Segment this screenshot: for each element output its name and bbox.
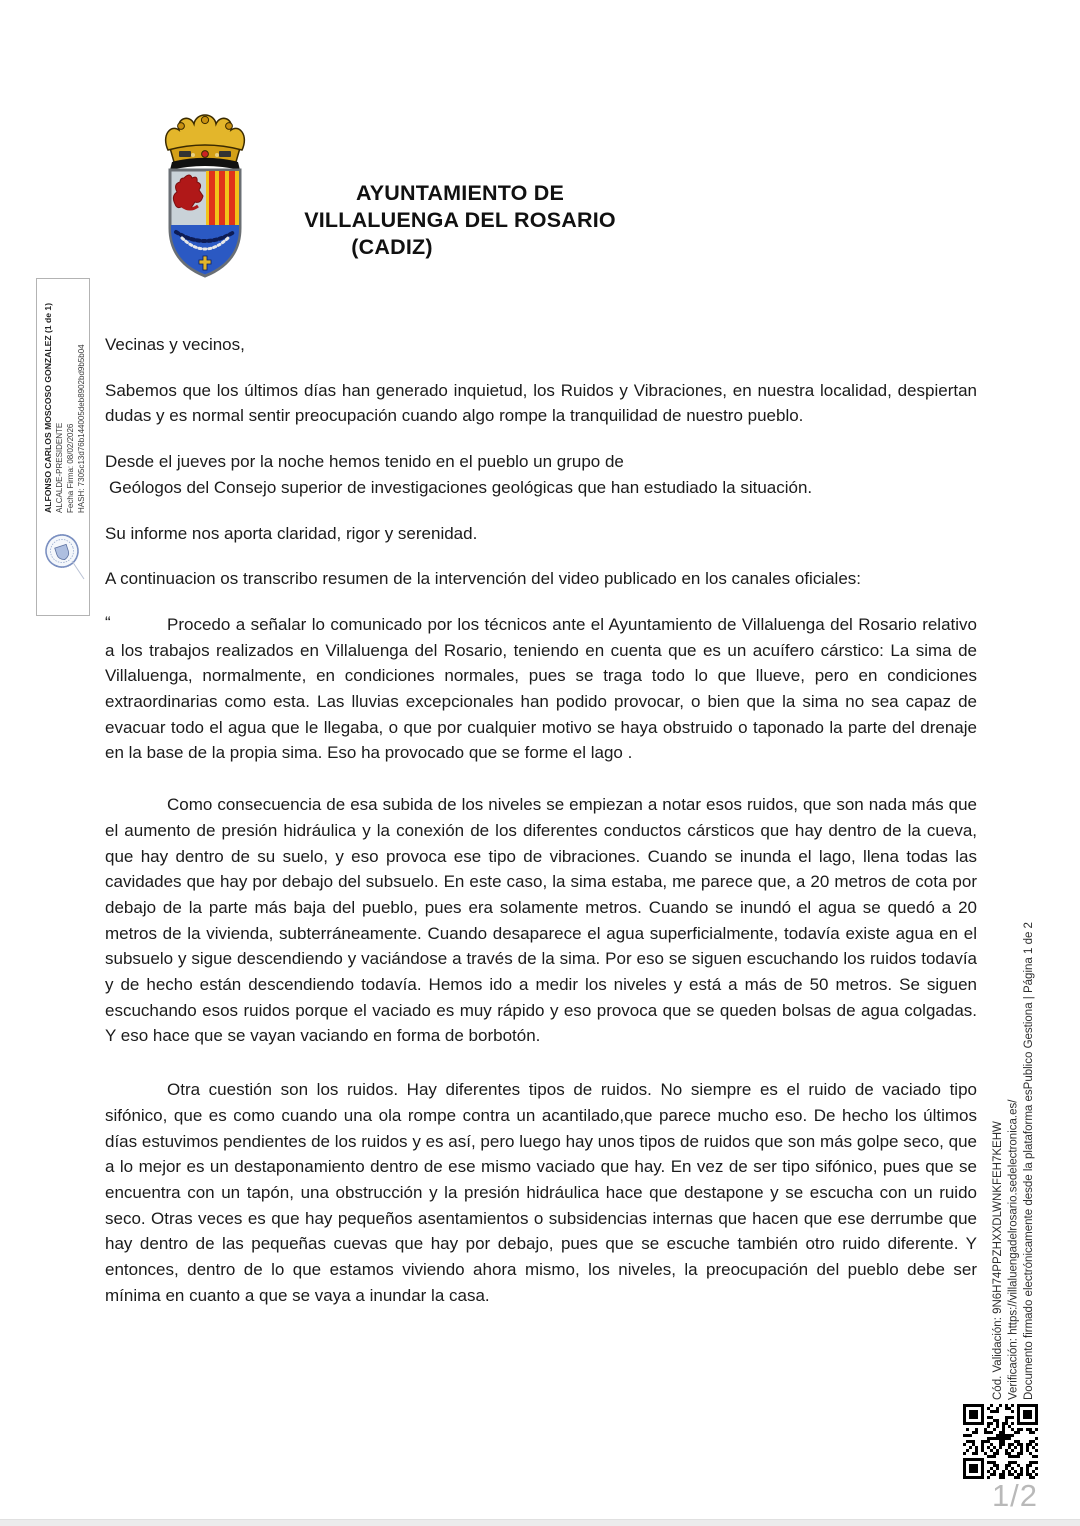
signature-date: Fecha Firma: 08/02/2026 xyxy=(66,423,75,513)
paragraph-informe: Su informe nos aporta claridad, rigor y serenidad. xyxy=(105,523,478,543)
paragraph-otra: Otra cuestión son los ruidos. Hay diferentes tipos de ruidos. No siempre es el ruido de vaciado tipo sifónico, que es como cuando una ola rompe contra un acantilado,que parece mucho eso. De hecho los últimos días estuvimos pendientes de los ruidos y es así, pero luego hay unos tipos de ruidos que son más golpe seco, que a lo mejor es un destaponamiento dentro de ese mismo vaciado que hay. En vez de ser tipo sifónico, pues que se encuentra con un tapón, una obstrucción y la presión hidráulica hace que destapone y se escucha con un ruido seco. Otras veces es que hay pequeños asentamientos o subsidencias internas que hacen que ese derrumbe que hay dentro de las pequeñas cuevas que hay por debajo, pues que se escuche también otro ruido diferente. Y entonces, dentro de lo que estamos viviendo ahora mismo, los niveles, la preocupación del pueblo debe ser mínima en cuanto a que se vaya a inundar la casa. xyxy=(105,1080,977,1305)
validation-code: Cód. Validación: 9N6H74PPZHXXDLWNKFEH7KEHW xyxy=(992,1121,1004,1400)
municipal-seal-icon xyxy=(42,531,86,581)
signature-strip xyxy=(36,278,90,616)
paragraph-desde-line1: Desde el jueves por la noche hemos tenido en el pueblo un grupo de xyxy=(105,452,624,472)
validation-side-note xyxy=(991,893,1039,1400)
signature-text xyxy=(42,285,86,513)
letter-body xyxy=(105,332,977,1329)
paragraph-sabemos: Sabemos que los últimos días han generado inquietud, los Ruidos y Vibraciones, en nuestra localidad, despiertan dudas y es normal sentir preocupación cuando algo rompe la tranquilidad de nuestro pueblo. xyxy=(105,380,977,426)
salutation: Vecinas y vecinos, xyxy=(105,335,245,354)
verification-url: Verificación: https://villaluengadelrosario.sedelectronica.es/ xyxy=(1007,1099,1020,1400)
paragraph-procedo-text: Procedo a señalar lo comunicado por los técnicos ante el Ayuntamiento de Villaluenga del Rosario relativo a los trabajos realizados en Villaluenga del Rosario, teniendo en cuenta que es un acuífero cárstico: La sima de Villaluenga, normalmente, en condiciones normales, pues se traga todo lo que llueve, pero en condiciones extraordinarias como esta. Las lluvias excepcionales han podido provocar, o bien que la sima no sea capaz de evacuar todo el agua que le llegaba, o que por cualquier motivo se haya obstruido o taponado la parte del drenaje en la base de la propia sima. Eso ha provocado que se forme el lago . xyxy=(105,614,977,763)
title-line-1: AYUNTAMIENTO DE xyxy=(355,181,565,205)
paragraph-desde-line2: Geólogos del Consejo superior de investigaciones geológicas que han estudiado la situación. xyxy=(109,477,813,497)
page-indicator: 1/2 xyxy=(991,1478,1039,1513)
page-edge-divider xyxy=(0,1519,1080,1526)
opening-quote: “ xyxy=(105,612,111,632)
esigned-statement: Documento firmado electrónicamente desde la plataforma esPublico Gestiona | Página 1 de 2 xyxy=(1023,922,1035,1400)
paragraph-continuacion: A continuacion os transcribo resumen de la intervención del video publicado en los canales oficiales: xyxy=(105,569,862,589)
title-line-3: (CADIZ) xyxy=(351,235,433,259)
coat-of-arms xyxy=(146,110,264,292)
paragraph-desde xyxy=(105,449,977,500)
signature-hash: HASH: 7305c13d76b144005deb8902bd9b5b04 xyxy=(77,344,86,513)
crown-icon xyxy=(166,115,245,170)
paragraph-como: Como consecuencia de esa subida de los niveles se empiezan a notar esos ruidos, que son nada más que el aumento de presión hidráulica y la conexión de los diferentes conductos cársticos que hay dentro de la cueva, que hay dentro de su suelo, y eso provoca ese tipo de vibraciones. Cuando se inunda el lago, llena todas las cavidades que hay por debajo del subsuelo. En este caso, la sima estaba, me parece que, a 20 metros de cota por debajo de la parte más baja del pueblo, pues era solamente metros. Cuando se inundó el agua se quedó a 20 metros de la vivienda, subterráneamente. Cuando desaparece el agua superficialmente, todavía existe agua en el subsuelo y sigue descendiendo y vaciándose a través de la sima. Por eso se siguen escuchando los ruidos todavía y de hecho están descendiendo todavía. Hemos ido a medir los niveles y está a más de 50 metros. Se siguen escuchando esos ruidos porque el vaciado es muy rápido y eso provoca que se queden bolsas de agua colgadas. Y eso hace que se vayan vaciando en forma de borbotón. xyxy=(105,795,977,1046)
document-title xyxy=(270,180,650,261)
signer-name: ALFONSO CARLOS MOSCOSO GONZALEZ (1 de 1) xyxy=(43,302,53,513)
paragraph-procedo xyxy=(105,612,977,766)
signer-role: ALCALDE-PRESIDENTE xyxy=(55,422,64,513)
qr-code xyxy=(963,1404,1038,1479)
title-line-2: VILLALUENGA DEL ROSARIO xyxy=(304,208,616,232)
